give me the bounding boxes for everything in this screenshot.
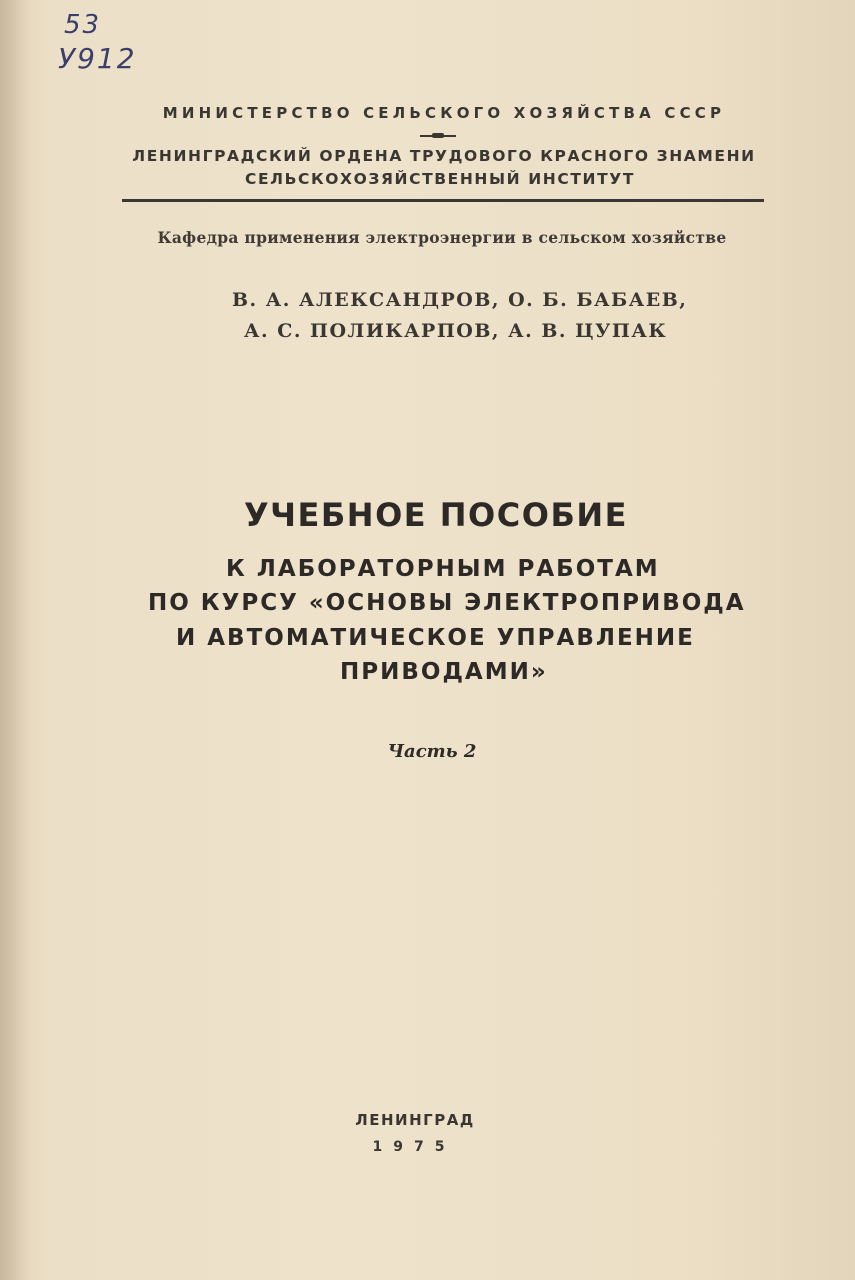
publication-city: ЛЕНИНГРАД [355, 1111, 475, 1129]
part-number: Часть 2 [387, 741, 477, 762]
institute-name-line1: ЛЕНИНГРАДСКИЙ ОРДЕНА ТРУДОВОГО КРАСНОГО ЗНАМЕНИ [132, 147, 756, 165]
header-rule [122, 199, 764, 202]
handwritten-shelf-mark-line2: У912 [58, 42, 137, 75]
page-edge-shadow [0, 0, 30, 1280]
book-title: УЧЕБНОЕ ПОСОБИЕ [244, 496, 628, 534]
book-subtitle-line3: И АВТОМАТИЧЕСКОЕ УПРАВЛЕНИЕ [176, 625, 695, 651]
department-name: Кафедра применения электроэнергии в сельском хозяйстве [157, 228, 727, 247]
authors-line1: В. А. АЛЕКСАНДРОВ, О. Б. БАБАЕВ, [232, 289, 688, 311]
institute-name-line2: СЕЛЬСКОХОЗЯЙСТВЕННЫЙ ИНСТИТУТ [244, 170, 635, 188]
handwritten-shelf-mark-line1: 53 [64, 10, 102, 40]
book-subtitle-line4: ПРИВОДАМИ» [340, 659, 548, 685]
authors-line2: А. С. ПОЛИКАРПОВ, А. В. ЦУПАК [244, 320, 668, 342]
divider-ornament [420, 134, 456, 138]
publication-year: 1975 [372, 1139, 456, 1155]
ministry-heading: МИНИСТЕРСТВО СЕЛЬСКОГО ХОЗЯЙСТВА СССР [162, 104, 726, 122]
book-subtitle-line2: ПО КУРСУ «ОСНОВЫ ЭЛЕКТРОПРИВОДА [148, 590, 746, 616]
book-subtitle-line1: К ЛАБОРАТОРНЫМ РАБОТАМ [226, 556, 660, 582]
